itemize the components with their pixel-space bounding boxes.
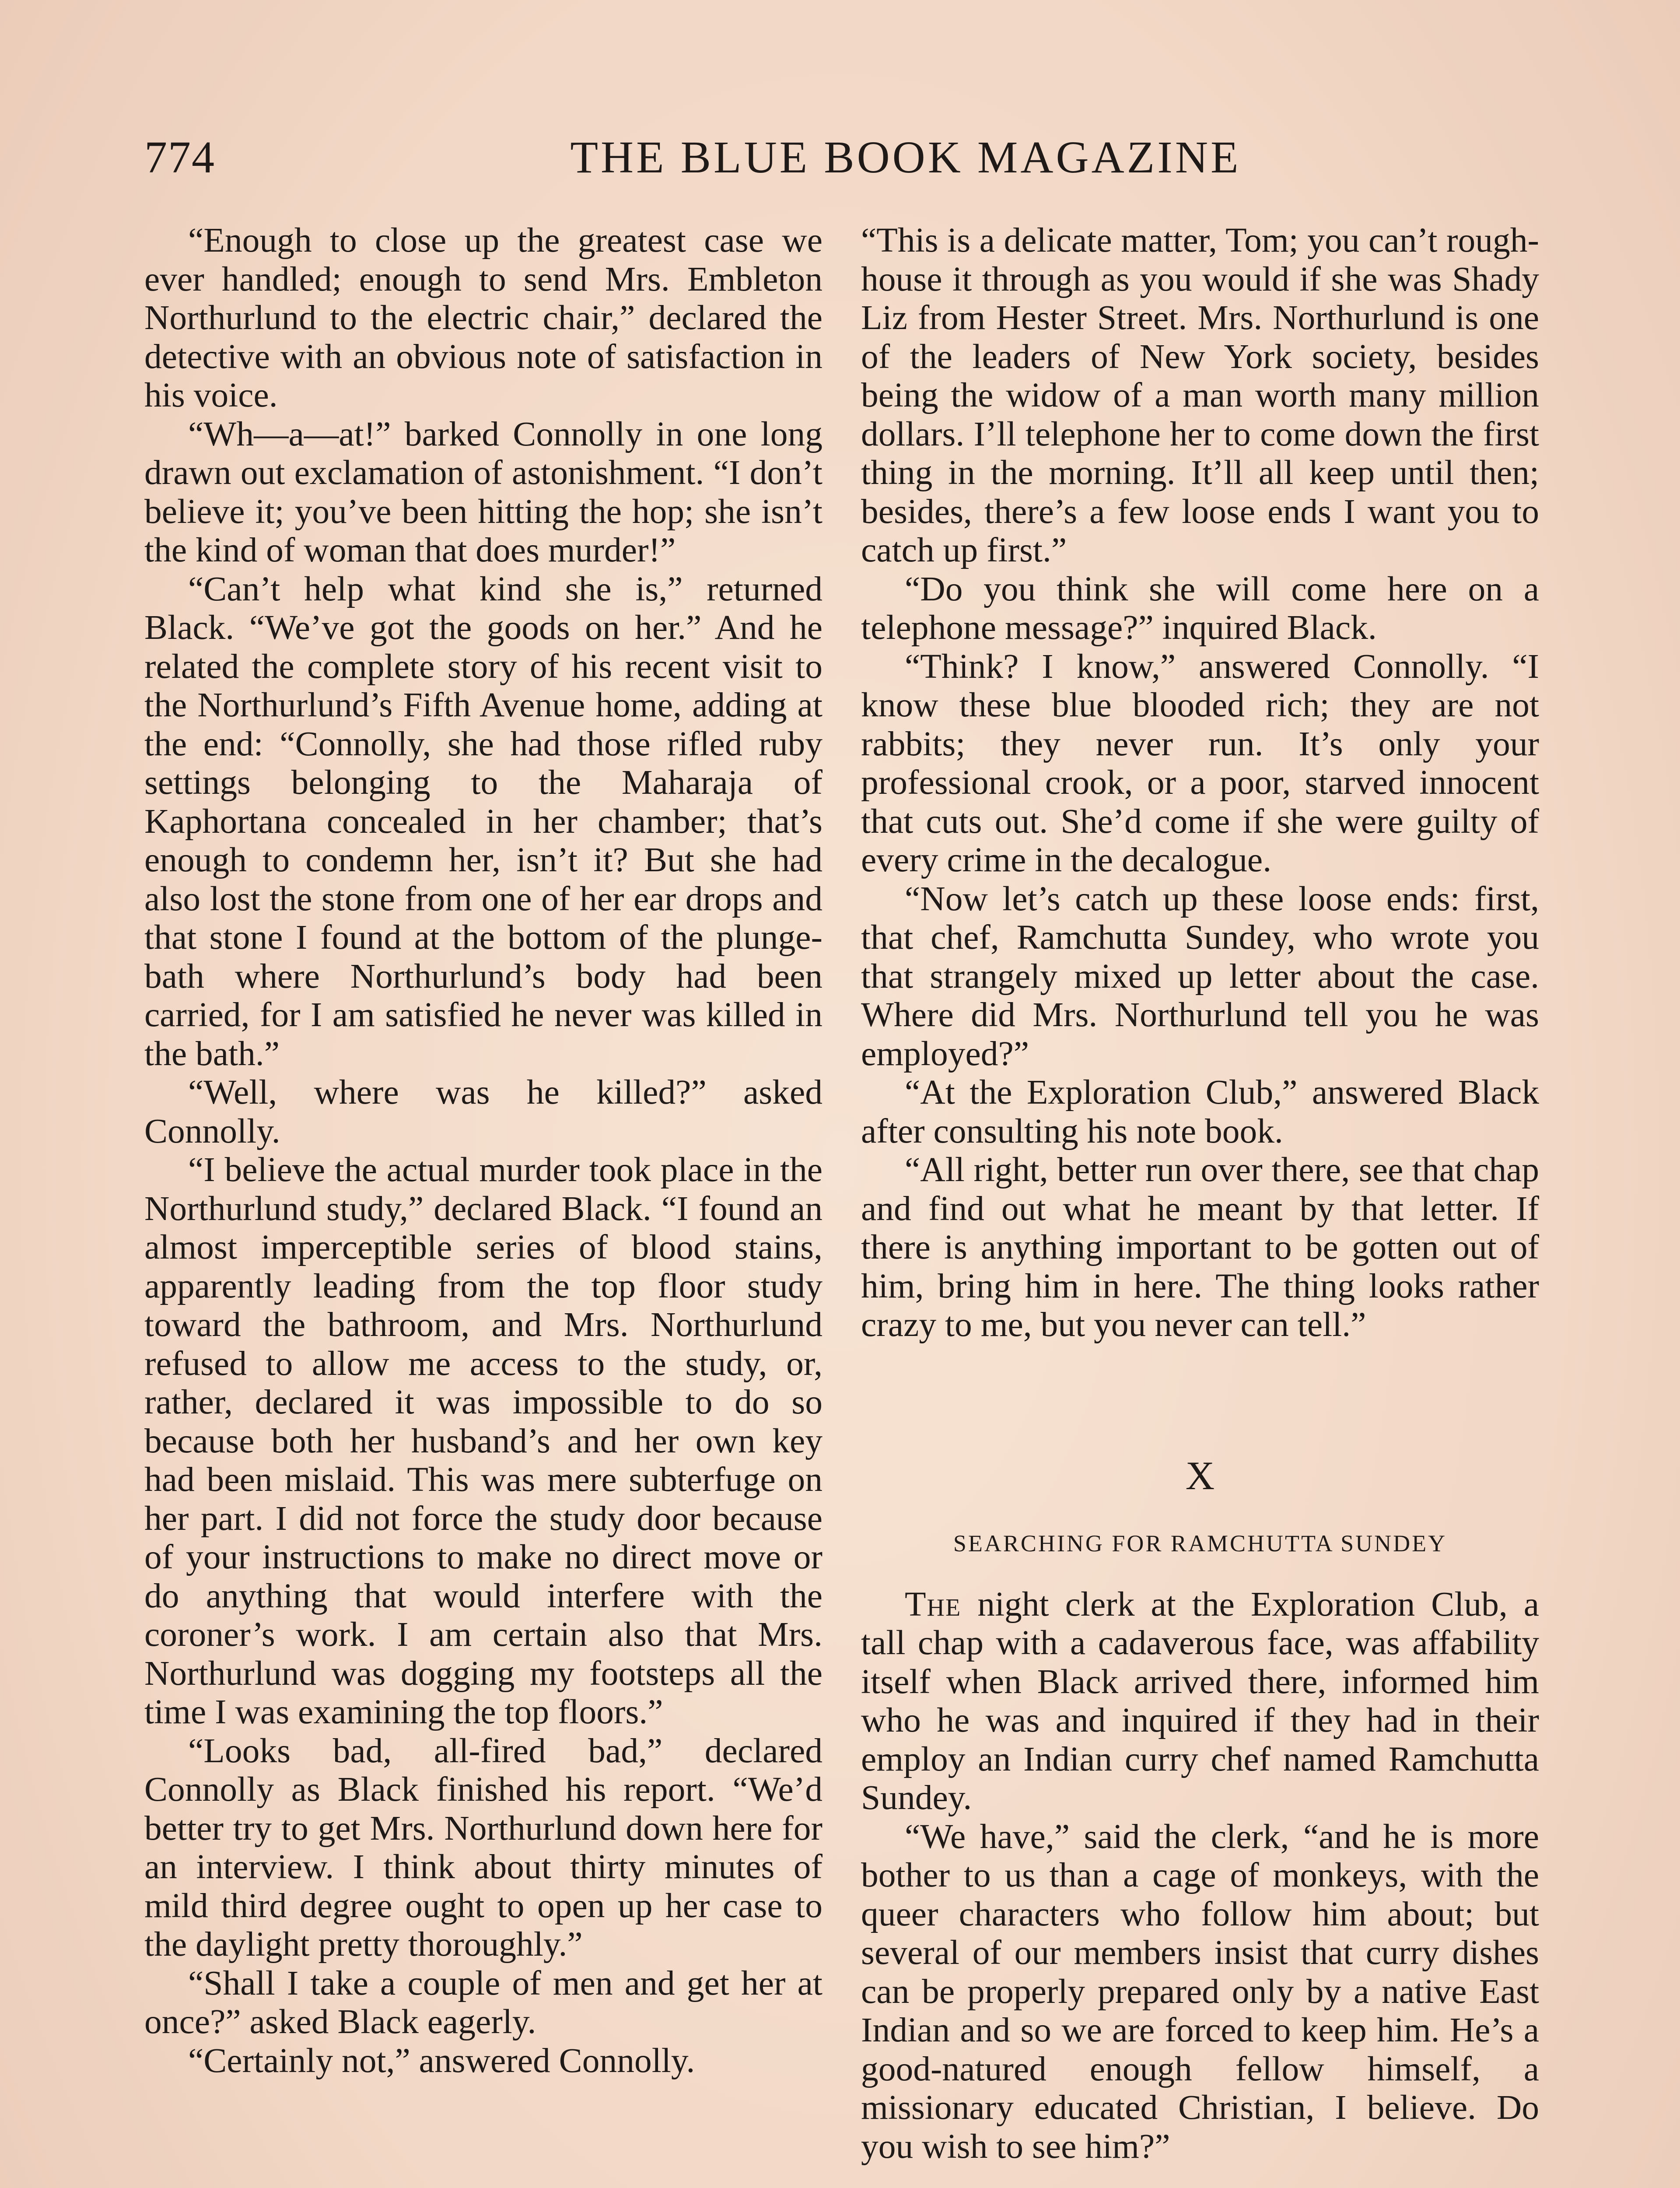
section-opening-paragraph (861, 1585, 1539, 1817)
section-number: X (1185, 1453, 1215, 1498)
paragraph: “Wh—a—at!” barked Connolly in one long drawn out exclamation of astonishment. “I don’t believe it; you’ve been hitting the hop; she isn’t the kind of woman that does murder!” (144, 414, 822, 569)
paragraph: “Shall I take a couple of men and get her at once?” asked Black eagerly. (144, 1964, 822, 2041)
paragraph: “I believe the actual murder took place in the Northurlund study,” declared Black. “I found an almost imperceptible series of blood stains, apparently leading from the top floor study toward the bathroom, and Mrs. Northurlund refused to allow me access to the study, or, rather, declared it was impossible to do so because both her husband’s and her own key had been mislaid. This was mere subterfuge on her part. I did not force the study door because of your instructions to make no direct move or do anything that would interfere with the coroner’s work. I am certain also that Mrs. Northurlund was dogging my footsteps all the time I was examining the top floors.” (144, 1150, 822, 1731)
drop-word: The (905, 1585, 962, 1623)
left-column (144, 221, 822, 2080)
opening-text: night clerk at the Exploration Club, a tall chap with a cadaverous face, was affability itself when Black arrived there, informed him who he was and inquired if they had in their employ an Indian curry chef named Ramchutta Sundey. (861, 1585, 1539, 1817)
paragraph: “Can’t help what kind she is,” returned Black. “We’ve got the goods on her.” And he related the complete story of his recent visit to the Northurlund’s Fifth Avenue home, adding at the end: “Connolly, she had those rifled ruby settings belonging to the Maharaja of Kaphortana concealed in her chamber; that’s enough to condemn her, isn’t it? But she had also lost the stone from one of her ear drops and that stone I found at the bottom of the plunge-bath where Northurlund’s body had been carried, for I am satisfied he never was killed in the bath.” (144, 569, 822, 1073)
right-column (861, 221, 1539, 2166)
paragraph: “At the Exploration Club,” answered Black after consulting his note book. (861, 1073, 1539, 1150)
page-header (144, 123, 1558, 197)
paragraph: “We have,” said the clerk, “and he is more bother to us than a cage of monkeys, with the queer characters who follow him about; but several of our members insist that curry dishes can be properly prepared only by a native East Indian and so we are forced to keep him. He’s a good-natured enough fellow himself, a missionary educated Christian, I believe. Do you wish to see him?” (861, 1817, 1539, 2166)
paragraph: “Looks bad, all-fired bad,” declared Connolly as Black finished his report. “We’d better try to get Mrs. Northurlund down here for an interview. I think about thirty minutes of mild third degree ought to open up her case to the daylight pretty thoroughly.” (144, 1731, 822, 1964)
paragraph: “All right, better run over there, see that chap and find out what he meant by that letter. If there is anything important to be gotten out of him, bring him in here. The thing looks rather crazy to me, but you never can tell.” (861, 1150, 1539, 1344)
paragraph: “Well, where was he killed?” asked Connolly. (144, 1073, 822, 1150)
paragraph: “Do you think she will come here on a telephone message?” inquired Black. (861, 569, 1539, 647)
paragraph: “Certainly not,” answered Connolly. (188, 2041, 695, 2080)
paragraph: “This is a delicate matter, Tom; you can’t rough-house it through as you would if she was Shady Liz from Hester Street. Mrs. Northurlund is one of the leaders of New York society, besides being the widow of a man worth many million dollars. I’ll telephone her to come down the first thing in the morning. It’ll all keep until then; besides, there’s a few loose ends I want you to catch up first.” (861, 221, 1539, 569)
paragraph: “Now let’s catch up these loose ends: first, that chef, Ramchutta Sundey, who wrote you that strangely mixed up letter about the case. Where did Mrs. Northurlund tell you he was employed?” (861, 879, 1539, 1073)
page-number: 774 (144, 132, 215, 182)
paragraph: “Think? I know,” answered Connolly. “I know these blue blooded rich; they are not rabbits; they never run. It’s only your professional crook, or a poor, starved innocent that cuts out. She’d come if she were guilty of every crime in the decalogue. (861, 647, 1539, 879)
paragraph: “Enough to close up the greatest case we ever handled; enough to send Mrs. Embleton Northurlund to the electric chair,” declared the detective with an obvious note of satisfaction in his voice. (144, 221, 822, 414)
running-title: THE BLUE BOOK MAGAZINE (570, 132, 1241, 182)
section-title: SEARCHING FOR RAMCHUTTA SUNDEY (953, 1530, 1447, 1557)
